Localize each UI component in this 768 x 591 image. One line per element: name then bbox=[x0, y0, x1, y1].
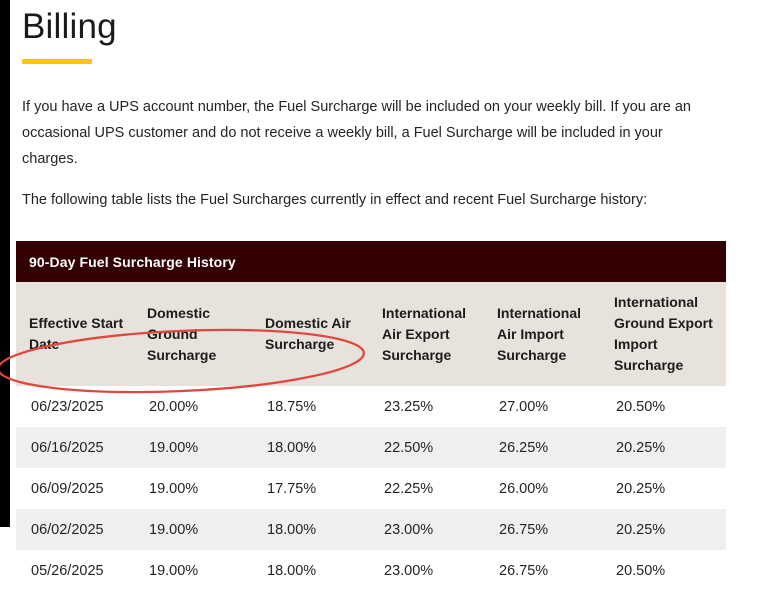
surcharge-value-cell: 19.00% bbox=[149, 439, 199, 456]
effective-date-cell: 06/09/2025 bbox=[31, 480, 104, 497]
intro-paragraph: If you have a UPS account number, the Fuel Surcharge will be included on your weekly bill. If you are an occasional UPS customer and do not receive a weekly bill, a Fuel Surcharge will be included in your charges. bbox=[22, 99, 691, 168]
surcharge-value-cell: 18.00% bbox=[267, 521, 317, 538]
effective-date-cell: 05/26/2025 bbox=[31, 562, 104, 579]
surcharge-value-cell: 23.00% bbox=[384, 562, 434, 579]
surcharge-value-cell: 26.25% bbox=[499, 439, 549, 456]
surcharge-value-cell: 18.00% bbox=[267, 439, 317, 456]
header-row bbox=[16, 282, 726, 386]
effective-date-cell: 06/02/2025 bbox=[31, 521, 104, 538]
fuel-surcharge-table bbox=[16, 241, 726, 591]
column-header: International Ground Export Import Surcharge bbox=[601, 282, 726, 386]
surcharge-value-cell: 20.50% bbox=[616, 562, 666, 579]
surcharge-value-cell: 26.00% bbox=[499, 480, 549, 497]
table-header-row bbox=[16, 282, 726, 386]
table-intro-paragraph: The following table lists the Fuel Surcharges currently in effect and recent Fuel Surcharge history: bbox=[22, 192, 648, 209]
surcharge-value-cell: 27.00% bbox=[499, 398, 549, 415]
left-edge-bar bbox=[0, 0, 10, 527]
effective-date-cell: 06/16/2025 bbox=[31, 439, 104, 456]
column-header: International Air Import Surcharge bbox=[484, 282, 601, 386]
page-title: Billing bbox=[22, 7, 117, 46]
surcharge-value-cell: 26.75% bbox=[499, 521, 549, 538]
surcharge-value-cell: 20.50% bbox=[616, 398, 666, 415]
surcharge-value-cell: 18.00% bbox=[267, 562, 317, 579]
column-header: Effective Start Date bbox=[16, 282, 134, 386]
surcharge-value-cell: 20.25% bbox=[616, 521, 666, 538]
surcharge-value-cell: 23.25% bbox=[384, 398, 434, 415]
column-header: Domestic Air Surcharge bbox=[252, 282, 369, 386]
surcharge-value-cell: 22.25% bbox=[384, 480, 434, 497]
table-row bbox=[16, 509, 726, 550]
surcharge-value-cell: 19.00% bbox=[149, 480, 199, 497]
billing-page bbox=[10, 0, 768, 579]
table-row bbox=[16, 468, 726, 509]
surcharge-value-cell: 17.75% bbox=[267, 480, 317, 497]
table-row bbox=[16, 386, 726, 427]
surcharge-value-cell: 20.25% bbox=[616, 480, 666, 497]
gold-divider bbox=[22, 59, 92, 64]
effective-date-cell: 06/23/2025 bbox=[31, 398, 104, 415]
column-header: International Air Export Surcharge bbox=[369, 282, 484, 386]
surcharge-value-cell: 26.75% bbox=[499, 562, 549, 579]
table-row bbox=[16, 550, 726, 591]
table-caption: 90-Day Fuel Surcharge History bbox=[16, 241, 726, 282]
table-row bbox=[16, 427, 726, 468]
surcharge-value-cell: 20.00% bbox=[149, 398, 199, 415]
surcharge-value-cell: 19.00% bbox=[149, 562, 199, 579]
surcharge-value-cell: 22.50% bbox=[384, 439, 434, 456]
surcharge-value-cell: 20.25% bbox=[616, 439, 666, 456]
surcharge-value-cell: 18.75% bbox=[267, 398, 317, 415]
column-header: Domestic Ground Surcharge bbox=[134, 282, 252, 386]
surcharge-value-cell: 19.00% bbox=[149, 521, 199, 538]
surcharge-value-cell: 23.00% bbox=[384, 521, 434, 538]
table-body bbox=[16, 386, 726, 591]
